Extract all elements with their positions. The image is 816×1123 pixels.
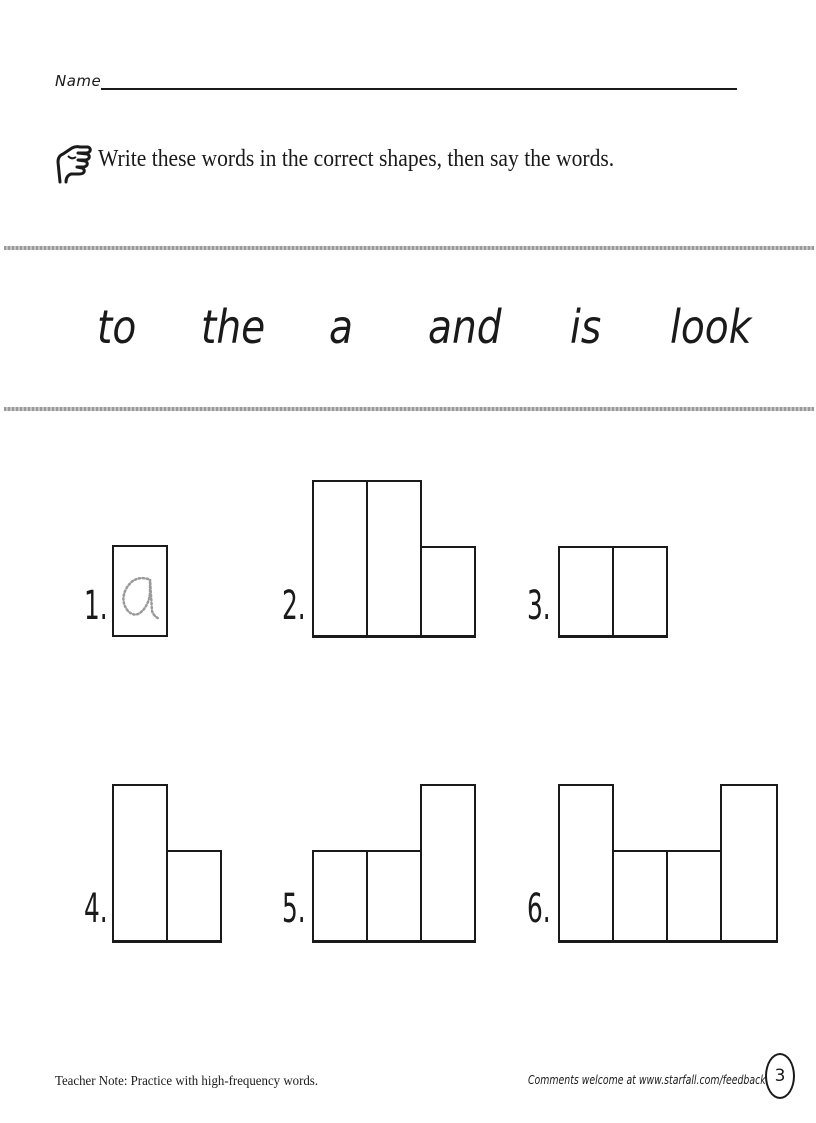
word-bank-item: a [329, 300, 353, 354]
exercise-number-2: 2. [282, 583, 306, 629]
letter-box[interactable] [312, 480, 368, 637]
letter-box[interactable] [420, 546, 476, 637]
baseline [558, 940, 778, 943]
exercise-number-4: 4. [84, 886, 108, 932]
page-number: 3 [765, 1053, 795, 1099]
bottom-divider [4, 407, 814, 411]
exercise-number-1: 1. [84, 583, 108, 629]
teacher-note: Teacher Note: Practice with high-frequency words. [55, 1074, 319, 1089]
word-bank-item: look [670, 300, 752, 354]
letter-box[interactable] [366, 480, 422, 637]
word-bank-item: the [201, 300, 266, 354]
letter-box[interactable] [112, 784, 168, 942]
name-line[interactable] [101, 88, 737, 90]
exercise-number-5: 5. [282, 886, 306, 932]
baseline [112, 940, 222, 943]
word-bank-item: and [428, 300, 502, 354]
instruction-text: Write these words in the correct shapes, then say the words. [98, 146, 615, 172]
letter-box[interactable] [558, 546, 614, 637]
letter-box[interactable] [366, 850, 422, 942]
exercise-number-3: 3. [527, 583, 551, 629]
traced-letter-a [112, 545, 168, 637]
feedback-comments: Comments welcome at www.starfall.com/feedback [528, 1073, 766, 1087]
baseline [558, 635, 668, 638]
letter-box[interactable] [612, 850, 668, 942]
baseline [312, 940, 476, 943]
name-label: Name [55, 72, 102, 90]
exercise-number-6: 6. [527, 886, 551, 932]
word-bank-item: to [97, 300, 137, 354]
pointing-hand-icon [54, 138, 92, 190]
letter-box[interactable] [720, 784, 778, 942]
letter-box[interactable] [420, 784, 476, 942]
letter-box[interactable] [166, 850, 222, 942]
letter-box[interactable] [666, 850, 722, 942]
top-divider [4, 246, 814, 250]
letter-box[interactable] [312, 850, 368, 942]
word-bank-item: is [570, 300, 602, 354]
letter-box[interactable] [558, 784, 614, 942]
letter-box[interactable] [612, 546, 668, 637]
baseline [312, 635, 476, 638]
